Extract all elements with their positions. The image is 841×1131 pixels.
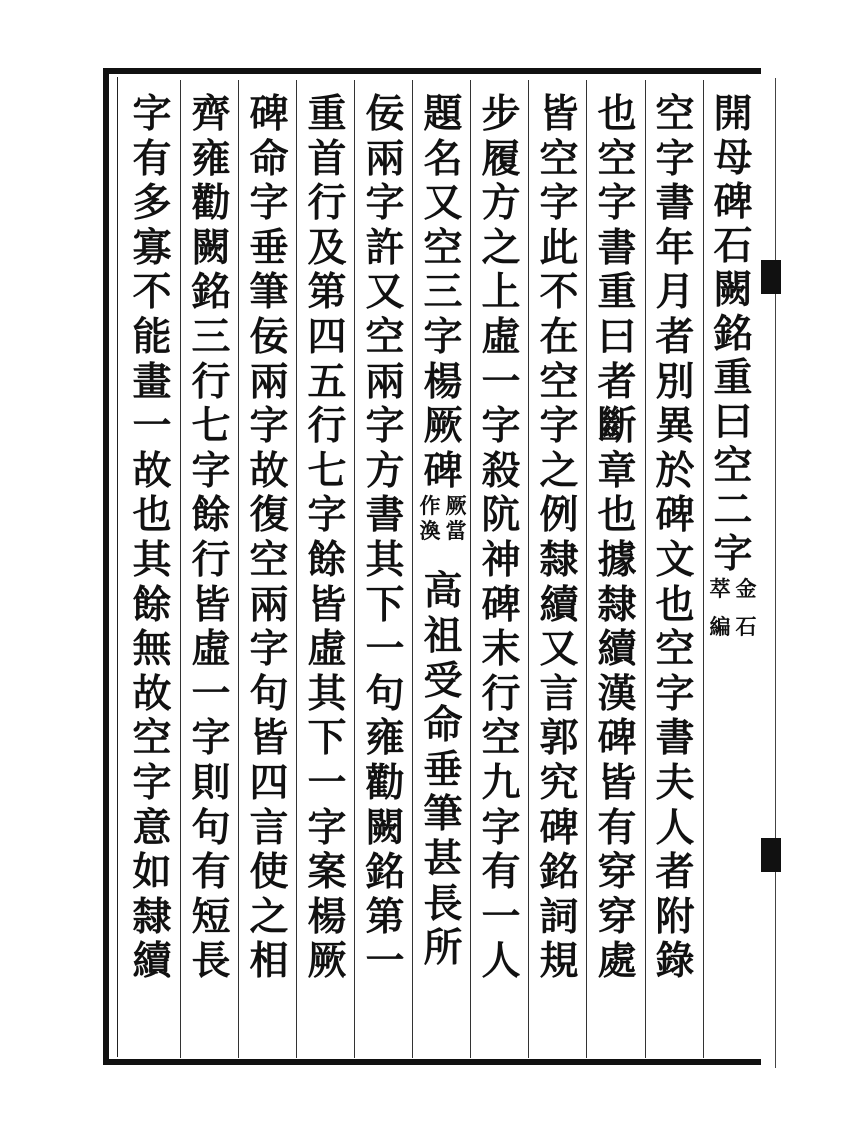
character: 方 [365, 447, 405, 494]
character: 空 [423, 224, 463, 271]
character: 銘 [539, 849, 579, 896]
character: 句 [191, 804, 231, 851]
character: 空 [365, 313, 405, 360]
character: 空 [481, 715, 521, 762]
character: 處 [597, 938, 637, 985]
character: 銘 [365, 849, 405, 896]
character: 人 [655, 804, 695, 851]
character: 空 [132, 715, 172, 762]
note-character: 石 [735, 614, 757, 639]
character: 殺 [481, 447, 521, 494]
character: 雍 [365, 715, 405, 762]
character: 者 [597, 358, 637, 405]
character: 神 [481, 536, 521, 583]
character: 一 [191, 670, 231, 717]
character: 字 [307, 804, 347, 851]
character: 其 [307, 670, 347, 717]
character: 第 [365, 893, 405, 940]
character: 如 [132, 849, 172, 896]
character: 人 [481, 938, 521, 985]
character: 畫 [132, 358, 172, 405]
text-column [473, 92, 529, 984]
character: 下 [365, 581, 405, 628]
character: 筆 [249, 269, 289, 316]
character: 行 [191, 536, 231, 583]
column-rule [703, 80, 704, 1058]
character: 三 [191, 313, 231, 360]
character: 空 [539, 135, 579, 182]
character: 漢 [597, 670, 637, 717]
character: 字 [597, 180, 637, 227]
character: 一 [481, 893, 521, 940]
note-line [443, 493, 469, 569]
character: 有 [132, 135, 172, 182]
character: 者 [655, 849, 695, 896]
character: 空 [539, 358, 579, 405]
character: 楊 [423, 358, 463, 405]
character: 者 [655, 313, 695, 360]
character: 書 [655, 715, 695, 762]
text-column [183, 92, 239, 984]
character: 行 [307, 180, 347, 227]
character: 兩 [365, 135, 405, 182]
character: 阬 [481, 492, 521, 539]
character: 別 [655, 358, 695, 405]
character: 命 [249, 135, 289, 182]
character: 無 [132, 626, 172, 673]
character: 究 [539, 759, 579, 806]
character: 字 [423, 313, 463, 360]
character: 其 [132, 536, 172, 583]
character: 隸 [597, 581, 637, 628]
character: 虛 [481, 313, 521, 360]
character: 句 [365, 670, 405, 717]
character: 碑 [655, 492, 695, 539]
character: 也 [597, 492, 637, 539]
character: 碑 [481, 581, 521, 628]
character: 佞 [249, 313, 289, 360]
character: 二 [713, 487, 753, 533]
character: 虛 [307, 626, 347, 673]
character: 步 [481, 91, 521, 137]
character: 隸 [132, 893, 172, 940]
character: 餘 [191, 492, 231, 539]
character: 隸 [539, 536, 579, 583]
character: 規 [539, 938, 579, 985]
text-column [647, 92, 703, 984]
character: 皆 [597, 759, 637, 806]
character: 字 [365, 403, 405, 450]
character: 楊 [307, 893, 347, 940]
note-character: 萃 [709, 576, 731, 601]
character: 章 [597, 447, 637, 494]
character: 一 [307, 759, 347, 806]
character: 續 [132, 938, 172, 985]
character: 四 [249, 759, 289, 806]
character: 兩 [249, 581, 289, 628]
character: 穿 [597, 893, 637, 940]
character: 餘 [132, 581, 172, 628]
character: 也 [655, 581, 695, 628]
character: 續 [597, 626, 637, 673]
character: 勸 [365, 759, 405, 806]
character: 皆 [249, 715, 289, 762]
interlinear-note [705, 576, 761, 652]
character: 雍 [191, 135, 231, 182]
character: 案 [307, 849, 347, 896]
character: 使 [249, 849, 289, 896]
character: 行 [481, 670, 521, 717]
character: 題 [423, 91, 463, 137]
character: 虛 [191, 626, 231, 673]
character: 之 [539, 447, 579, 494]
character: 字 [539, 180, 579, 227]
character: 文 [655, 536, 695, 583]
character: 下 [307, 715, 347, 762]
character: 書 [597, 224, 637, 271]
character: 故 [132, 670, 172, 717]
book-spine [761, 68, 841, 1068]
character: 兩 [249, 358, 289, 405]
character: 闕 [191, 224, 231, 271]
text-column [124, 92, 180, 984]
character: 故 [132, 447, 172, 494]
character: 齊 [191, 91, 231, 137]
character: 上 [481, 269, 521, 316]
character: 皆 [539, 91, 579, 137]
character: 勸 [191, 180, 231, 227]
character: 字 [307, 492, 347, 539]
character: 字 [713, 531, 753, 577]
character: 高 [423, 568, 463, 615]
character: 意 [132, 804, 172, 851]
character: 又 [539, 626, 579, 673]
character: 詞 [539, 893, 579, 940]
character: 末 [481, 626, 521, 673]
character: 異 [655, 403, 695, 450]
character: 其 [365, 536, 405, 583]
note-character: 當 [445, 518, 467, 544]
character: 碑 [249, 91, 289, 137]
character: 有 [481, 849, 521, 896]
character: 字 [249, 626, 289, 673]
character: 履 [481, 135, 521, 182]
character: 空 [597, 135, 637, 182]
character: 長 [423, 880, 463, 927]
character: 句 [249, 670, 289, 717]
character: 闕 [365, 804, 405, 851]
character: 空 [655, 91, 695, 137]
character: 重 [713, 355, 753, 401]
character: 附 [655, 893, 695, 940]
character: 相 [249, 938, 289, 985]
character: 三 [423, 269, 463, 316]
character: 一 [481, 358, 521, 405]
character: 銘 [191, 269, 231, 316]
character: 五 [307, 358, 347, 405]
character: 佞 [365, 91, 405, 137]
character: 郭 [539, 715, 579, 762]
character: 字 [365, 180, 405, 227]
character: 皆 [191, 581, 231, 628]
character: 筆 [423, 791, 463, 838]
character: 字 [191, 715, 231, 762]
character: 垂 [249, 224, 289, 271]
fishtail-mark [761, 838, 781, 872]
character: 字 [655, 670, 695, 717]
character: 斷 [597, 403, 637, 450]
interlinear-note [415, 493, 471, 569]
character: 曰 [713, 399, 753, 445]
character: 餘 [307, 536, 347, 583]
character: 又 [365, 269, 405, 316]
character: 多 [132, 180, 172, 227]
character: 七 [307, 447, 347, 494]
character: 兩 [365, 358, 405, 405]
character: 碑 [539, 804, 579, 851]
text-column [357, 92, 413, 984]
column-rule [645, 80, 646, 1058]
character: 字 [249, 403, 289, 450]
character: 首 [307, 135, 347, 182]
note-character: 編 [709, 614, 731, 639]
note-character: 作 [419, 493, 441, 519]
character: 母 [713, 135, 753, 181]
note-line [417, 493, 443, 569]
character: 此 [539, 224, 579, 271]
character: 在 [539, 313, 579, 360]
character: 空 [713, 443, 753, 489]
character: 之 [481, 224, 521, 271]
character: 夫 [655, 759, 695, 806]
text-column [531, 92, 587, 984]
character: 不 [539, 269, 579, 316]
text-column-title [705, 92, 761, 652]
character: 言 [539, 670, 579, 717]
character: 能 [132, 313, 172, 360]
character: 命 [423, 702, 463, 749]
character: 字 [191, 447, 231, 494]
character: 又 [423, 180, 463, 227]
character: 據 [597, 536, 637, 583]
character: 字 [132, 759, 172, 806]
character: 字 [655, 135, 695, 182]
character: 受 [423, 657, 463, 704]
character: 也 [132, 492, 172, 539]
character: 則 [191, 759, 231, 806]
text-column [589, 92, 645, 984]
character: 復 [249, 492, 289, 539]
character: 所 [423, 925, 463, 972]
character: 重 [307, 91, 347, 137]
character: 曰 [597, 313, 637, 360]
character: 長 [191, 938, 231, 985]
note-character: 金 [735, 576, 757, 601]
character: 甚 [423, 835, 463, 882]
character: 續 [539, 581, 579, 628]
note-character: 厥 [445, 493, 467, 519]
character: 於 [655, 447, 695, 494]
character: 之 [249, 893, 289, 940]
character: 言 [249, 804, 289, 851]
text-column [241, 92, 297, 984]
character: 第 [307, 269, 347, 316]
character: 銘 [713, 311, 753, 357]
character: 字 [249, 180, 289, 227]
character: 闕 [713, 267, 753, 313]
character: 空 [655, 626, 695, 673]
fishtail-mark [761, 260, 781, 294]
character: 厥 [423, 403, 463, 450]
note-character: 渙 [419, 518, 441, 544]
character: 行 [191, 358, 231, 405]
character: 字 [481, 403, 521, 450]
character: 一 [365, 938, 405, 985]
character: 碑 [423, 447, 463, 494]
character: 也 [597, 91, 637, 137]
character: 字 [132, 91, 172, 137]
character: 有 [597, 804, 637, 851]
character: 名 [423, 135, 463, 182]
character: 垂 [423, 746, 463, 793]
character: 例 [539, 492, 579, 539]
character: 祖 [423, 612, 463, 659]
character: 厥 [307, 938, 347, 985]
character: 寡 [132, 224, 172, 271]
spine-rule [775, 78, 776, 1068]
character: 書 [655, 180, 695, 227]
character: 四 [307, 313, 347, 360]
column-rule [180, 80, 181, 1058]
note-line [707, 576, 733, 652]
character: 字 [539, 403, 579, 450]
character: 許 [365, 224, 405, 271]
character: 七 [191, 403, 231, 450]
text-column [299, 92, 355, 984]
character: 月 [655, 269, 695, 316]
character: 有 [191, 849, 231, 896]
character: 一 [132, 403, 172, 450]
character: 一 [365, 626, 405, 673]
character: 重 [597, 269, 637, 316]
character: 碑 [713, 179, 753, 225]
character: 穿 [597, 849, 637, 896]
character: 石 [713, 223, 753, 269]
character: 九 [481, 759, 521, 806]
character: 短 [191, 893, 231, 940]
character: 空 [249, 536, 289, 583]
character: 書 [365, 492, 405, 539]
character: 故 [249, 447, 289, 494]
character: 皆 [307, 581, 347, 628]
text-column [415, 92, 471, 971]
character: 方 [481, 180, 521, 227]
character: 字 [481, 804, 521, 851]
character: 碑 [597, 715, 637, 762]
note-line [733, 576, 759, 652]
character: 行 [307, 403, 347, 450]
character: 年 [655, 224, 695, 271]
character: 及 [307, 224, 347, 271]
character: 開 [713, 91, 753, 137]
character: 不 [132, 269, 172, 316]
character: 錄 [655, 938, 695, 985]
